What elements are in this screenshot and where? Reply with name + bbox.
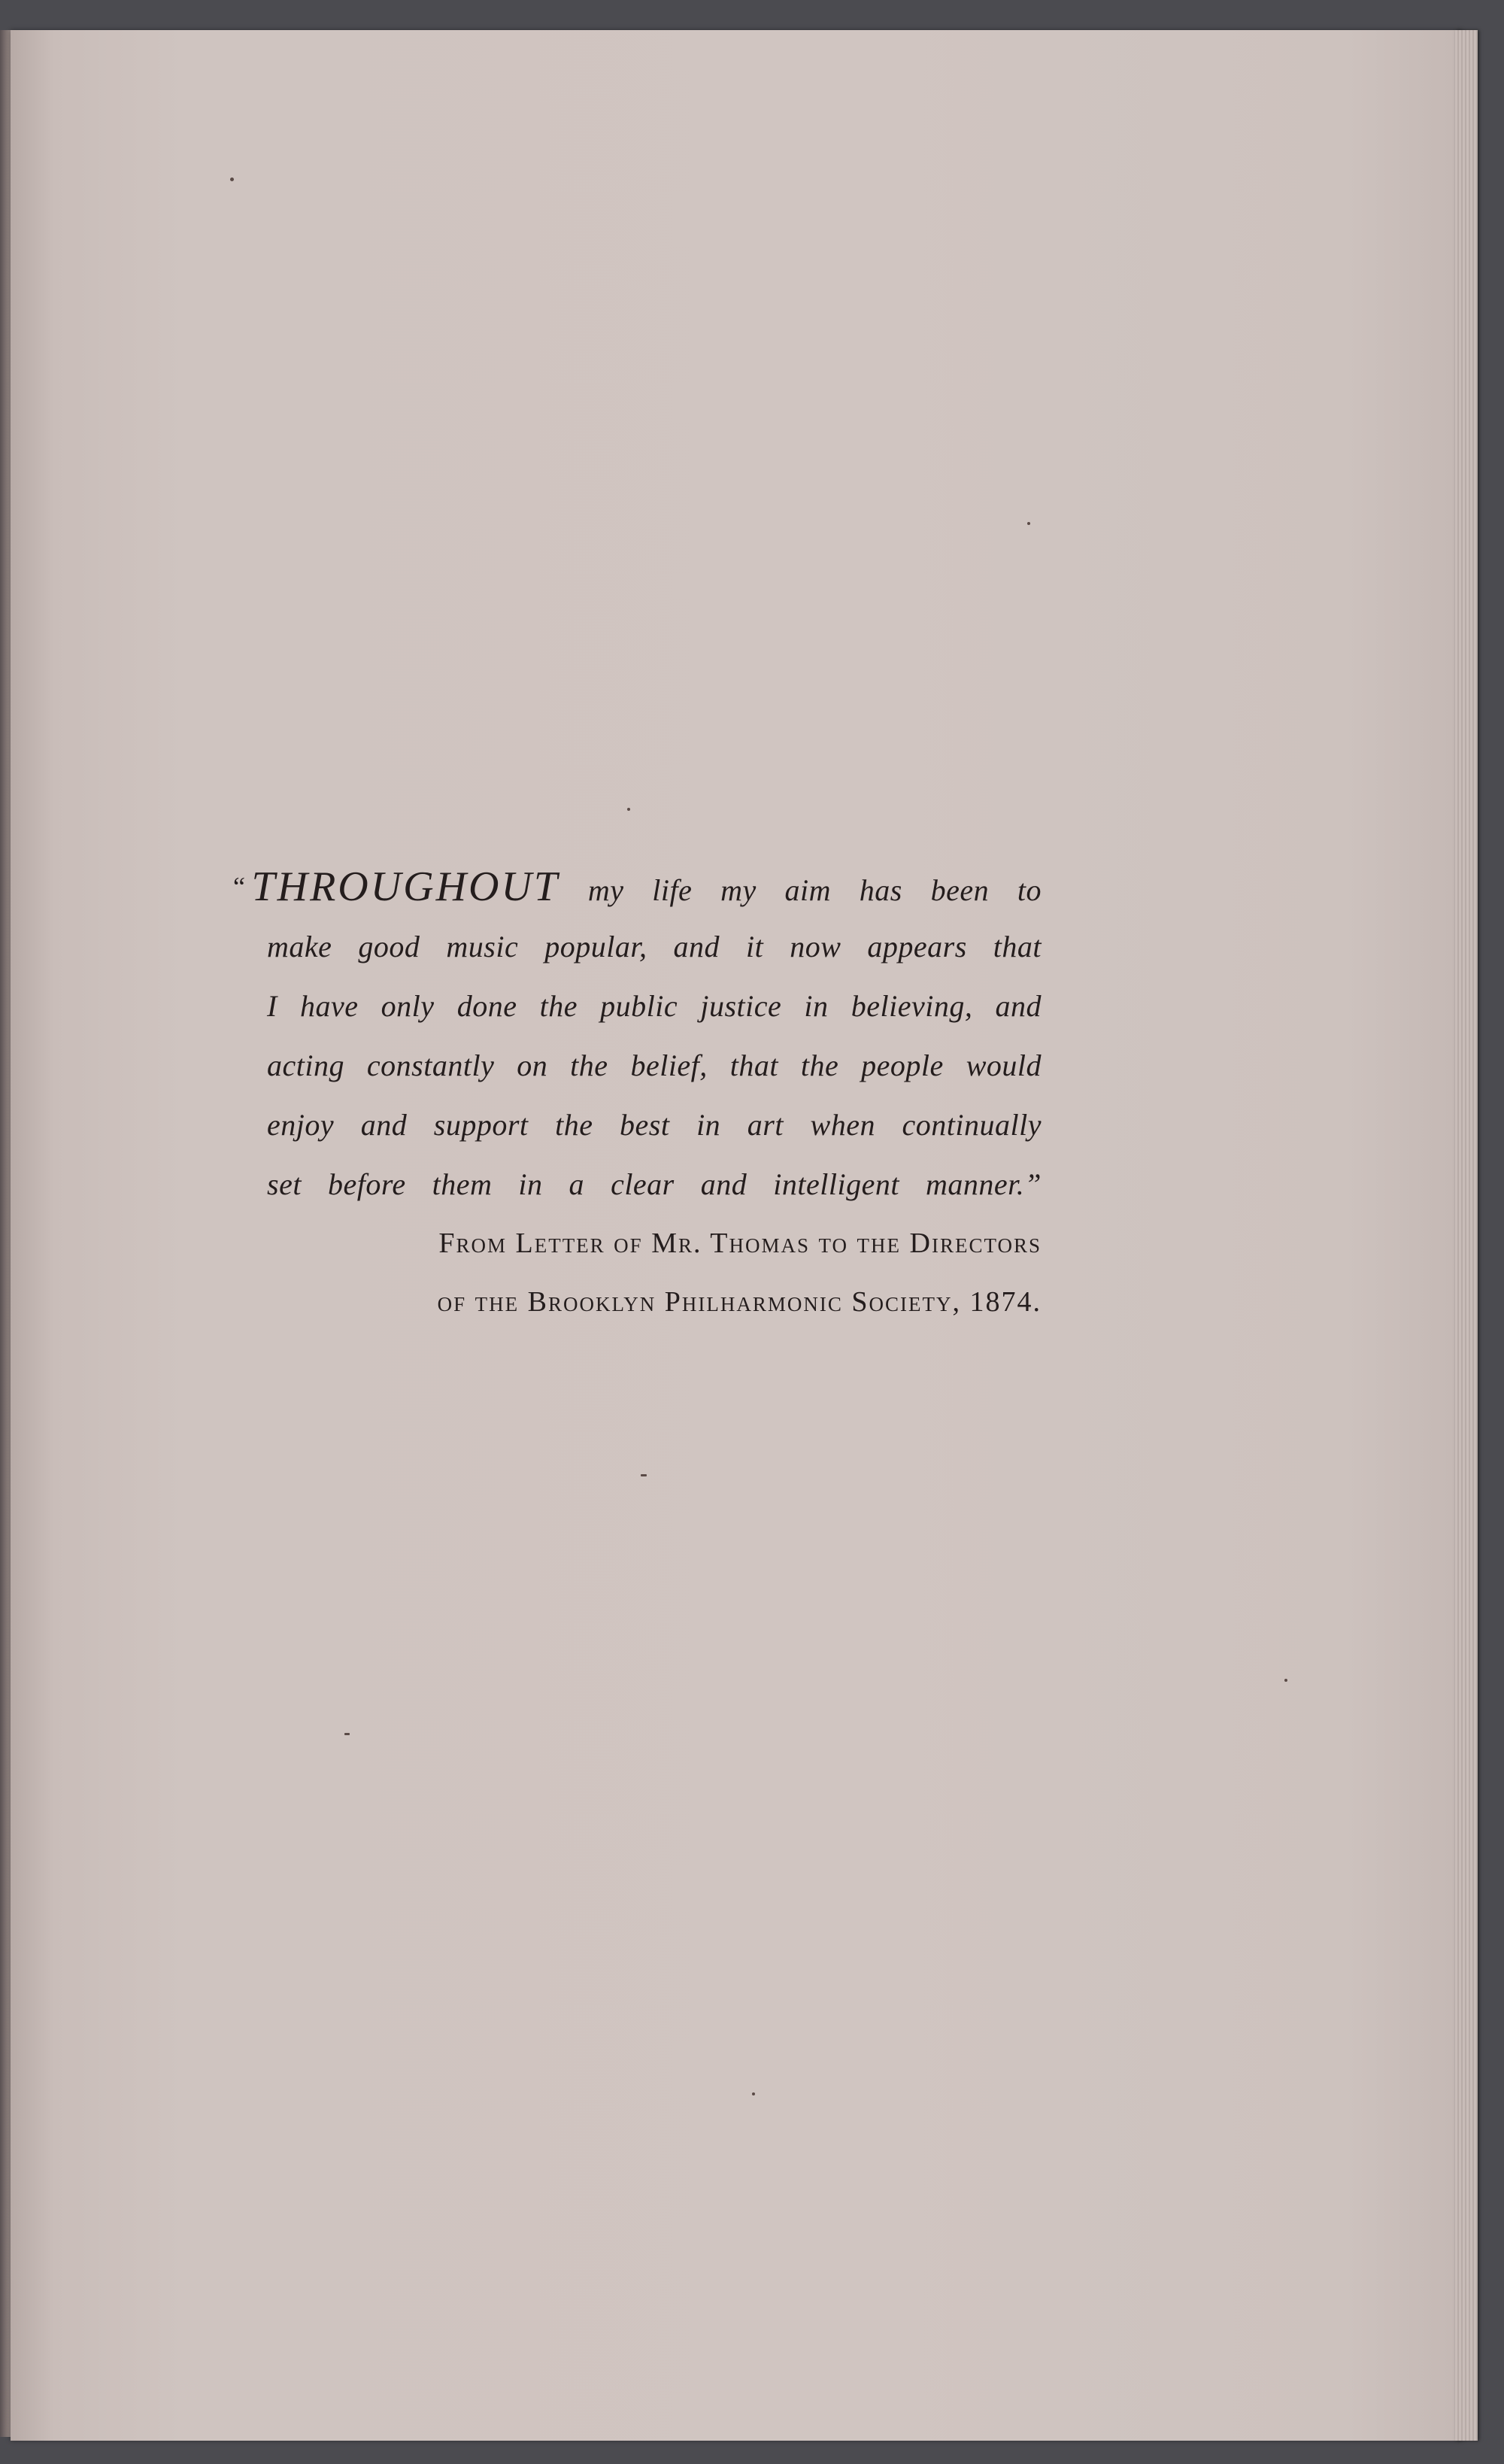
quote-line: I have only done the public justice in believing, and [267, 989, 1042, 1023]
quote-line [233, 857, 1042, 917]
open-quote-mark: “ [233, 872, 246, 902]
quote-line: set before them in a clear and intelligent manner.” [267, 1167, 1042, 1201]
quote-line-text: my life my aim has been to [587, 873, 1042, 907]
quote-line: enjoy and support the best in art when continually [267, 1108, 1042, 1142]
quotation-block [233, 857, 1042, 1331]
paper-speck [752, 2092, 755, 2095]
paper-speck [230, 178, 234, 181]
quote-line: make good music popular, and it now appears that [267, 930, 1042, 963]
paper-speck [1284, 1679, 1287, 1682]
paper-speck [641, 1474, 647, 1476]
quote-line: acting constantly on the belief, that the people would [267, 1048, 1042, 1082]
page-stack-edges [1455, 30, 1478, 2441]
quote-opening-word: THROUGHOUT [251, 863, 560, 910]
attribution-line: From Letter of Mr. Thomas to the Directors [438, 1227, 1042, 1259]
paper-speck [1027, 522, 1030, 525]
attribution-line: of the Brooklyn Philharmonic Society, 1874. [437, 1286, 1042, 1318]
paper-speck [627, 808, 630, 811]
paper-speck [344, 1733, 350, 1735]
